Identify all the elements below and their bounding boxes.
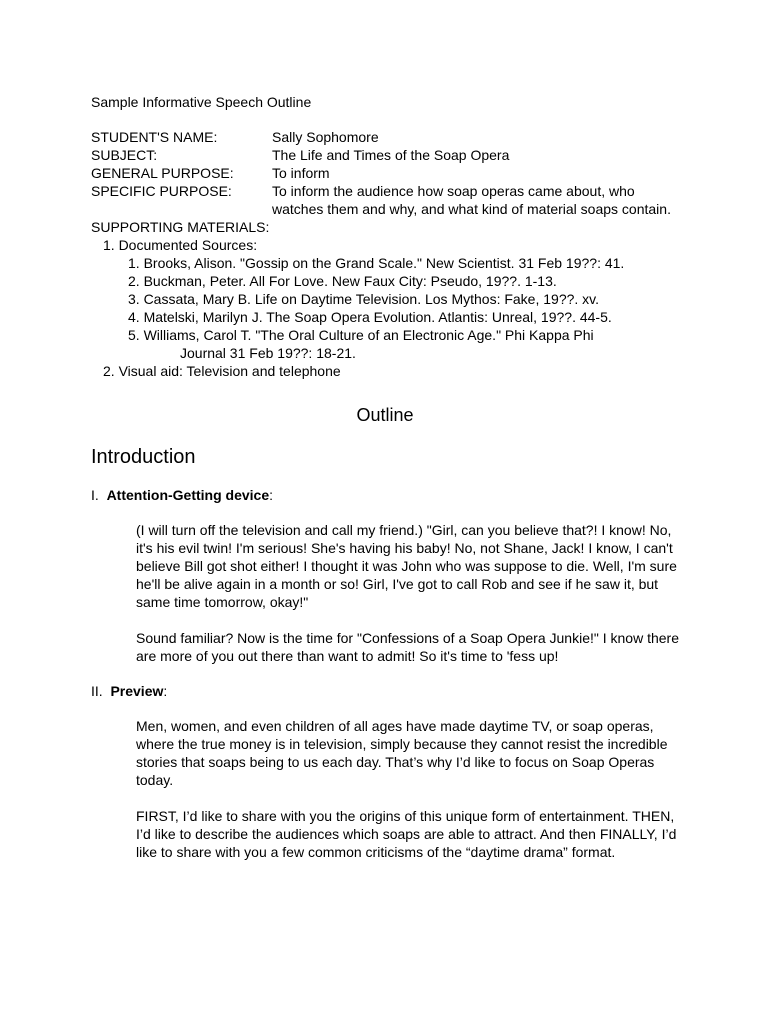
source-item: 5. Williams, Carol T. "The Oral Culture of an Electronic Age." Phi Kappa Phi	[128, 327, 594, 343]
field-label: SPECIFIC PURPOSE:	[91, 183, 232, 199]
field-label: GENERAL PURPOSE:	[91, 165, 234, 181]
field-value: Sally Sophomore	[272, 129, 379, 145]
introduction-heading: Introduction	[91, 446, 196, 468]
source-item: 1. Brooks, Alison. "Gossip on the Grand Scale." New Scientist. 31 Feb 19??: 41.	[128, 255, 625, 271]
field-label: STUDENT'S NAME:	[91, 129, 218, 145]
field-specific-purpose	[91, 182, 691, 218]
source-item-continuation: Journal 31 Feb 19??: 18-21.	[180, 345, 356, 361]
source-item: 4. Matelski, Marilyn J. The Soap Opera Evolution. Atlantis: Unreal, 19??. 44-5.	[128, 309, 612, 325]
supporting-materials	[91, 218, 691, 380]
source-item: 2. Buckman, Peter. All For Love. New Faux City: Pseudo, 19??. 1-13.	[128, 273, 557, 289]
section-number: II.	[91, 683, 103, 699]
field-student-name	[91, 128, 691, 146]
field-value: To inform	[272, 165, 330, 181]
section-colon: :	[163, 683, 168, 699]
section-attention-getting	[91, 486, 691, 504]
field-value: To inform the audience how soap operas came about, who watches them and why, and what kind of material soaps contain.	[272, 183, 671, 217]
section-label: Preview	[110, 683, 164, 699]
section-preview	[91, 682, 691, 700]
visual-aid: 2. Visual aid: Television and telephone	[103, 363, 341, 379]
field-value: The Life and Times of the Soap Opera	[272, 147, 510, 163]
outline-heading: Outline	[356, 405, 414, 425]
field-general-purpose	[91, 164, 691, 182]
paragraph: Men, women, and even children of all ages have made daytime TV, or soap operas, where the true money is in television, simply because they cannot resist the incredible stories that soaps being to us each day. That’s why I’d like to focus on Soap Operas today.	[136, 718, 668, 788]
attention-paragraphs	[91, 521, 681, 665]
field-subject	[91, 146, 691, 164]
paragraph: FIRST, I’d like to share with you the origins of this unique form of entertainment. THEN, I’d like to describe the audiences which soaps are able to attract. And then FINALLY, I’d like to share with you a few common criticisms of the “daytime drama” format.	[136, 808, 677, 860]
paragraph: (I will turn off the television and call my friend.) "Girl, can you believe that?! I know! No, it's his evil twin! I'm serious! She's having his baby! No, not Shane, Jack! I know, I can't believe Bill got shot either! I thought it was John who was suppose to die. Well, I'm sure he'll be alive again in a month or so! Girl, I've got to call Rob and see if he saw it, but same time tomorrow, okay!"	[136, 522, 677, 610]
source-item: 3. Cassata, Mary B. Life on Daytime Television. Los Mythos: Fake, 19??. xv.	[128, 291, 600, 307]
document-page	[91, 93, 691, 861]
field-label: SUBJECT:	[91, 147, 158, 163]
section-number: I.	[91, 487, 99, 503]
paragraph: Sound familiar? Now is the time for "Confessions of a Soap Opera Junkie!" I know there are more of you out there than want to admit! So it's time to 'fess up!	[136, 630, 679, 664]
document-title: Sample Informative Speech Outline	[91, 94, 312, 110]
preview-paragraphs	[91, 717, 681, 861]
section-colon: :	[269, 487, 274, 503]
documented-sources-heading: 1. Documented Sources:	[103, 237, 258, 253]
section-label: Attention-Getting device	[106, 487, 270, 503]
supporting-heading: SUPPORTING MATERIALS:	[91, 219, 270, 235]
info-fields	[91, 128, 691, 218]
